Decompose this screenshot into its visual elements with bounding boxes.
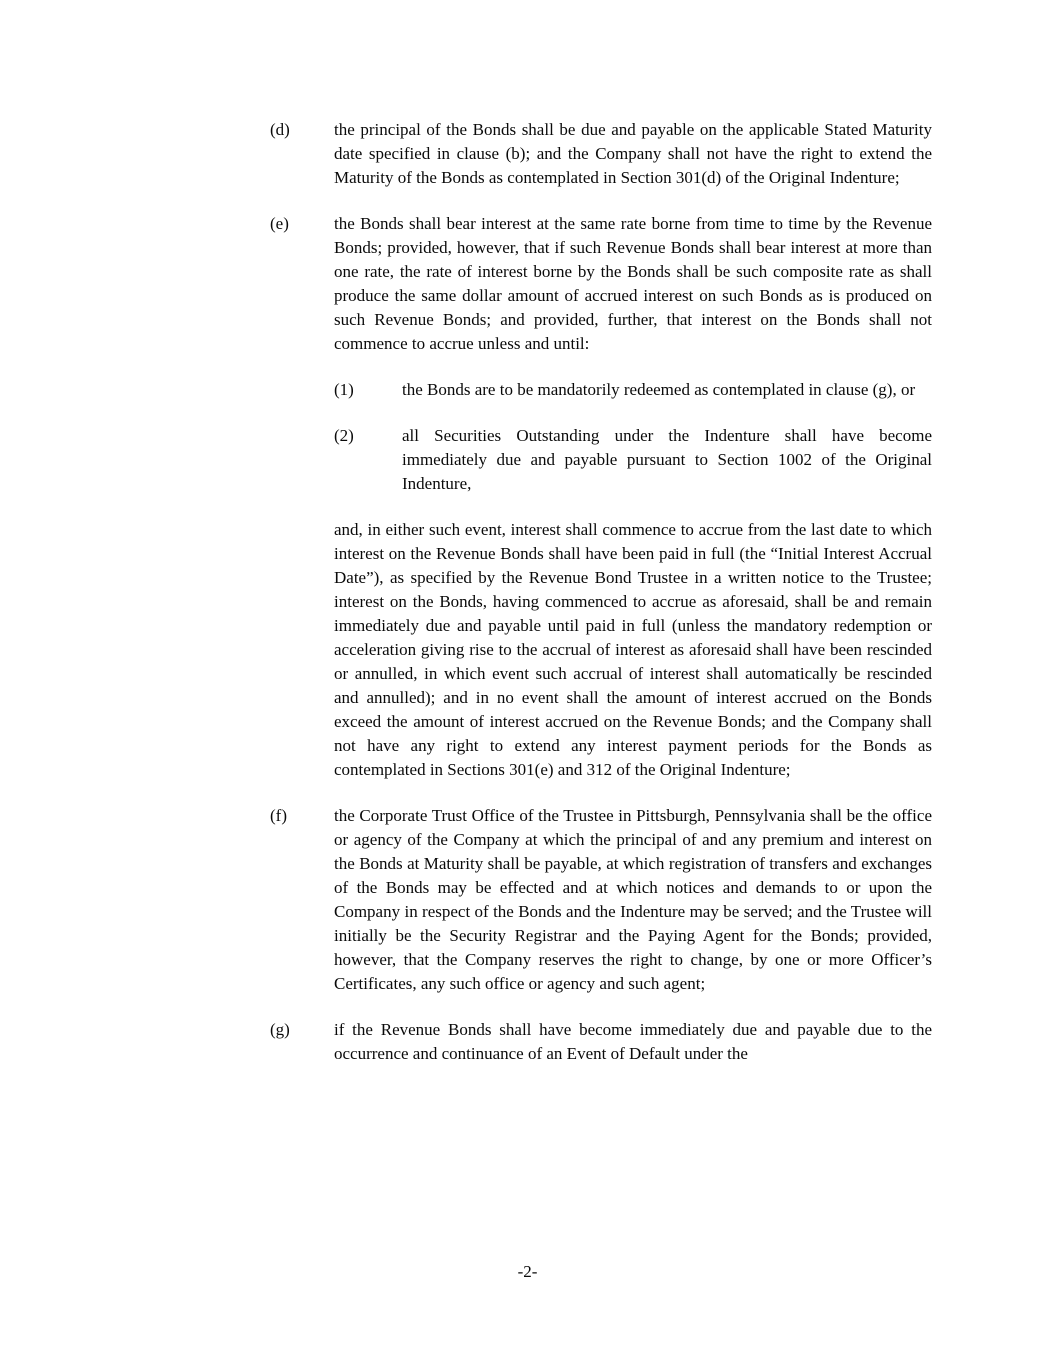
clause-label: (f) [270, 806, 287, 825]
clause-text: the Corporate Trust Office of the Trustee in Pittsburgh, Pennsylvania shall be the office or agency of the Company at which the principal of and any premium and interest on the Bonds at Maturity shall be payable, at which registration of transfers and exchanges of the Bonds may be effected and at which notices and demands to or upon the Company in respect of the Bonds and the Indenture may be served; and the Trustee will initially be the Security Registrar and the Paying Agent for the Bonds; provided, however, that the Company reserves the right to change, by one or more Officer’s Certificates, any such office or agency and such agent; [334, 806, 932, 993]
clause-paragraph [270, 1018, 932, 1066]
clause-label [270, 518, 334, 782]
clause-paragraph [270, 804, 932, 996]
clause-text: the Bonds shall bear interest at the same rate borne from time to time by the Revenue Bonds; provided, however, that if such Revenue Bonds shall bear interest at more than one rate, the rate of interest borne by the Bonds shall be such composite rate as shall produce the same dollar amount of accrued interest on such Bonds as is produced on such Revenue Bonds; and provided, further, that interest on the Bonds shall not commence to accrue unless and until: [334, 214, 932, 353]
page-number: -2- [517, 1262, 538, 1281]
clause-paragraph [270, 212, 932, 356]
document-body [270, 118, 932, 1088]
clause-label: (d) [270, 120, 290, 139]
clause-text: the principal of the Bonds shall be due and payable on the applicable Stated Maturity date specified in clause (b); and the Company shall not have the right to extend the Maturity of the Bonds as contemplated in Section 301(d) of the Original Indenture; [334, 120, 932, 187]
clause-paragraph [334, 424, 932, 496]
clause-text: the Bonds are to be mandatorily redeemed as contemplated in clause (g), or [402, 380, 916, 399]
clause-text: all Securities Outstanding under the Indenture shall have become immediately due and payable pursuant to Section 1002 of the Original Indenture, [402, 426, 932, 493]
clause-paragraph [334, 378, 932, 402]
clause-label: (e) [270, 214, 289, 233]
clause-label: (g) [270, 1020, 290, 1039]
clause-label: (2) [334, 426, 354, 445]
clause-paragraph [270, 518, 932, 782]
clause-text: if the Revenue Bonds shall have become immediately due and payable due to the occurrence and continuance of an Event of Default under the [334, 1020, 932, 1063]
clause-text: and, in either such event, interest shall commence to accrue from the last date to which interest on the Revenue Bonds shall have been paid in full (the “Initial Interest Accrual Date”), as specified by the Revenue Bond Trustee in a written notice to the Trustee; interest on the Bonds, having commenced to accrue as aforesaid, shall be and remain immediately due and payable until paid in full (unless the mandatory redemption or acceleration giving rise to the accrual of interest as aforesaid shall have been rescinded or annulled, in which event such accrual of interest shall automatically be rescinded and annulled); and in no event shall the amount of interest accrued on the Bonds exceed the amount of interest accrued on the Revenue Bonds; and the Company shall not have any right to extend any interest payment periods for the Bonds as contemplated in Sections 301(e) and 312 of the Original Indenture; [334, 520, 932, 779]
clause-paragraph [270, 118, 932, 190]
clause-label: (1) [334, 380, 354, 399]
